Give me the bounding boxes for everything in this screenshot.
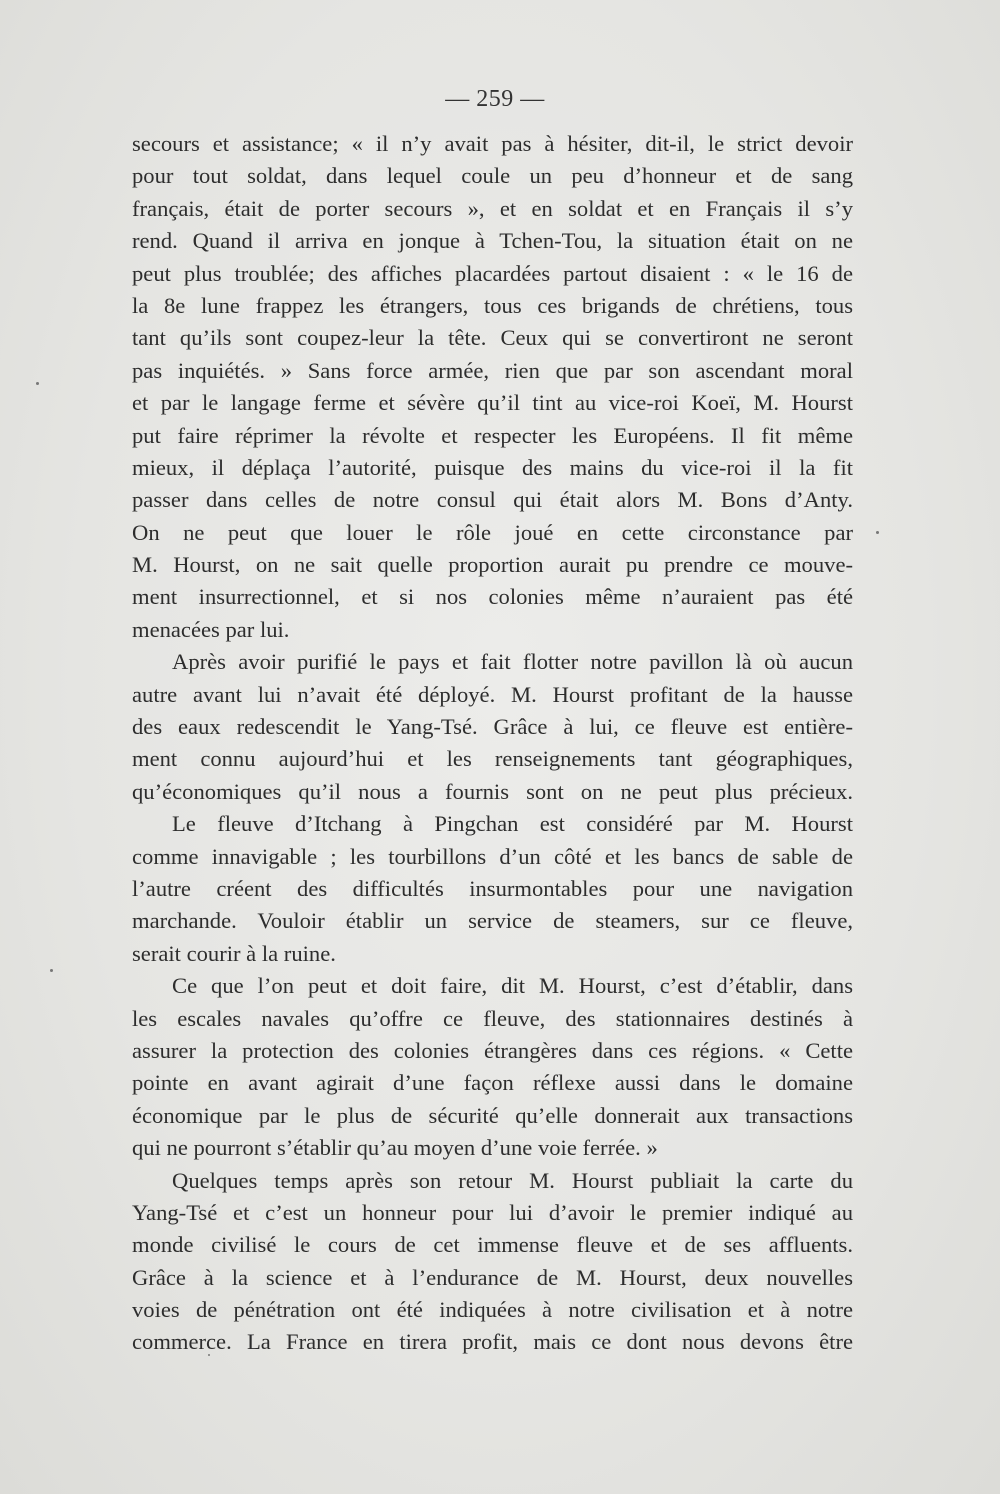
text-line: pas inquiétés. » Sans force armée, rien que par son ascendant moral: [132, 357, 853, 383]
text-line: autre avant lui n’avait été déployé. M. Hourst profitant de la hausse: [132, 681, 853, 707]
text-line: économique par le plus de sécurité qu’elle donnerait aux transactions: [132, 1102, 853, 1128]
text-line: les escales navales qu’offre ce fleuve, des stationnaires destinés à: [132, 1005, 853, 1031]
text-line: Yang-Tsé et c’est un honneur pour lui d’avoir le premier indiqué au: [132, 1199, 853, 1225]
text-line: commerce. La France en tirera profit, mais ce dont nous devons être: [132, 1329, 853, 1355]
text-line: secours et assistance; « il n’y avait pas à hésiter, dit-il, le strict devoir: [132, 131, 853, 156]
scan-speck: [208, 1354, 210, 1356]
text-line: ment insurrectionnel, et si nos colonies même n’auraient pas été: [132, 584, 853, 610]
text-line: voies de pénétration ont été indiquées à notre civilisation et à notre: [132, 1297, 853, 1323]
text-line: monde civilisé le cours de cet immense fleuve et de ses affluents.: [132, 1232, 853, 1258]
text-line: la 8e lune frappez les étrangers, tous ces brigands de chrétiens, tous: [132, 292, 853, 318]
text-line: Quelques temps après son retour M. Hourst publiait la carte du: [172, 1167, 853, 1193]
text-line: français, était de porter secours », et en soldat et en Français il s’y: [132, 195, 853, 221]
text-line: qui ne pourront s’établir qu’au moyen d’une voie ferrée. »: [132, 1135, 658, 1161]
body-text: [132, 128, 853, 1359]
text-line: passer dans celles de notre consul qui était alors M. Bons d’Anty.: [132, 487, 853, 513]
text-line: pour tout soldat, dans lequel coule un peu d’honneur et de sang: [132, 163, 853, 189]
text-line: pointe en avant agirait d’une façon réflexe aussi dans le domaine: [132, 1070, 853, 1096]
text-line: On ne peut que louer le rôle joué en cette circonstance par: [132, 519, 853, 545]
text-line: rend. Quand il arriva en jonque à Tchen-Tou, la situation était on ne: [132, 228, 853, 254]
text-line: peut plus troublée; des affiches placardées partout disaient : « le 16 de: [132, 260, 853, 286]
text-line: put faire réprimer la révolte et respecter les Européens. Il fit même: [132, 422, 853, 448]
text-line: et par le langage ferme et sévère qu’il tint au vice-roi Koeï, M. Hourst: [132, 390, 853, 416]
page-number: — 259 —: [445, 86, 545, 112]
text-line: menacées par lui.: [132, 616, 290, 642]
text-line: qu’économiques qu’il nous a fournis sont on ne peut plus précieux.: [132, 778, 853, 804]
text-line: serait courir à la ruine.: [132, 940, 336, 966]
text-line: ment connu aujourd’hui et les renseignements tant géographiques,: [132, 746, 853, 772]
text-line: M. Hourst, on ne sait quelle proportion aurait pu prendre ce mouve-: [132, 552, 853, 578]
text-line: assurer la protection des colonies étrangères dans ces régions. « Cette: [132, 1037, 853, 1063]
text-line: Après avoir purifié le pays et fait flotter notre pavillon là où aucun: [172, 649, 853, 675]
scan-speck: [36, 382, 39, 385]
scan-speck: [876, 531, 879, 534]
text-line: Ce que l’on peut et doit faire, dit M. Hourst, c’est d’établir, dans: [172, 973, 853, 999]
text-line: Le fleuve d’Itchang à Pingchan est considéré par M. Hourst: [172, 811, 853, 837]
text-line: l’autre créent des difficultés insurmontables pour une navigation: [132, 875, 853, 901]
scan-speck: [50, 969, 53, 972]
text-line: marchande. Vouloir établir un service de steamers, sur ce fleuve,: [132, 908, 853, 934]
text-line: comme innavigable ; les tourbillons d’un côté et les bancs de sable de: [132, 843, 853, 869]
text-line: Grâce à la science et à l’endurance de M. Hourst, deux nouvelles: [132, 1264, 853, 1290]
text-line: des eaux redescendit le Yang-Tsé. Grâce à lui, ce fleuve est entière-: [132, 714, 853, 740]
text-line: mieux, il déplaça l’autorité, puisque des mains du vice-roi il la fit: [132, 454, 853, 480]
text-line: tant qu’ils sont coupez-leur la tête. Ceux qui se convertiront ne seront: [132, 325, 853, 351]
